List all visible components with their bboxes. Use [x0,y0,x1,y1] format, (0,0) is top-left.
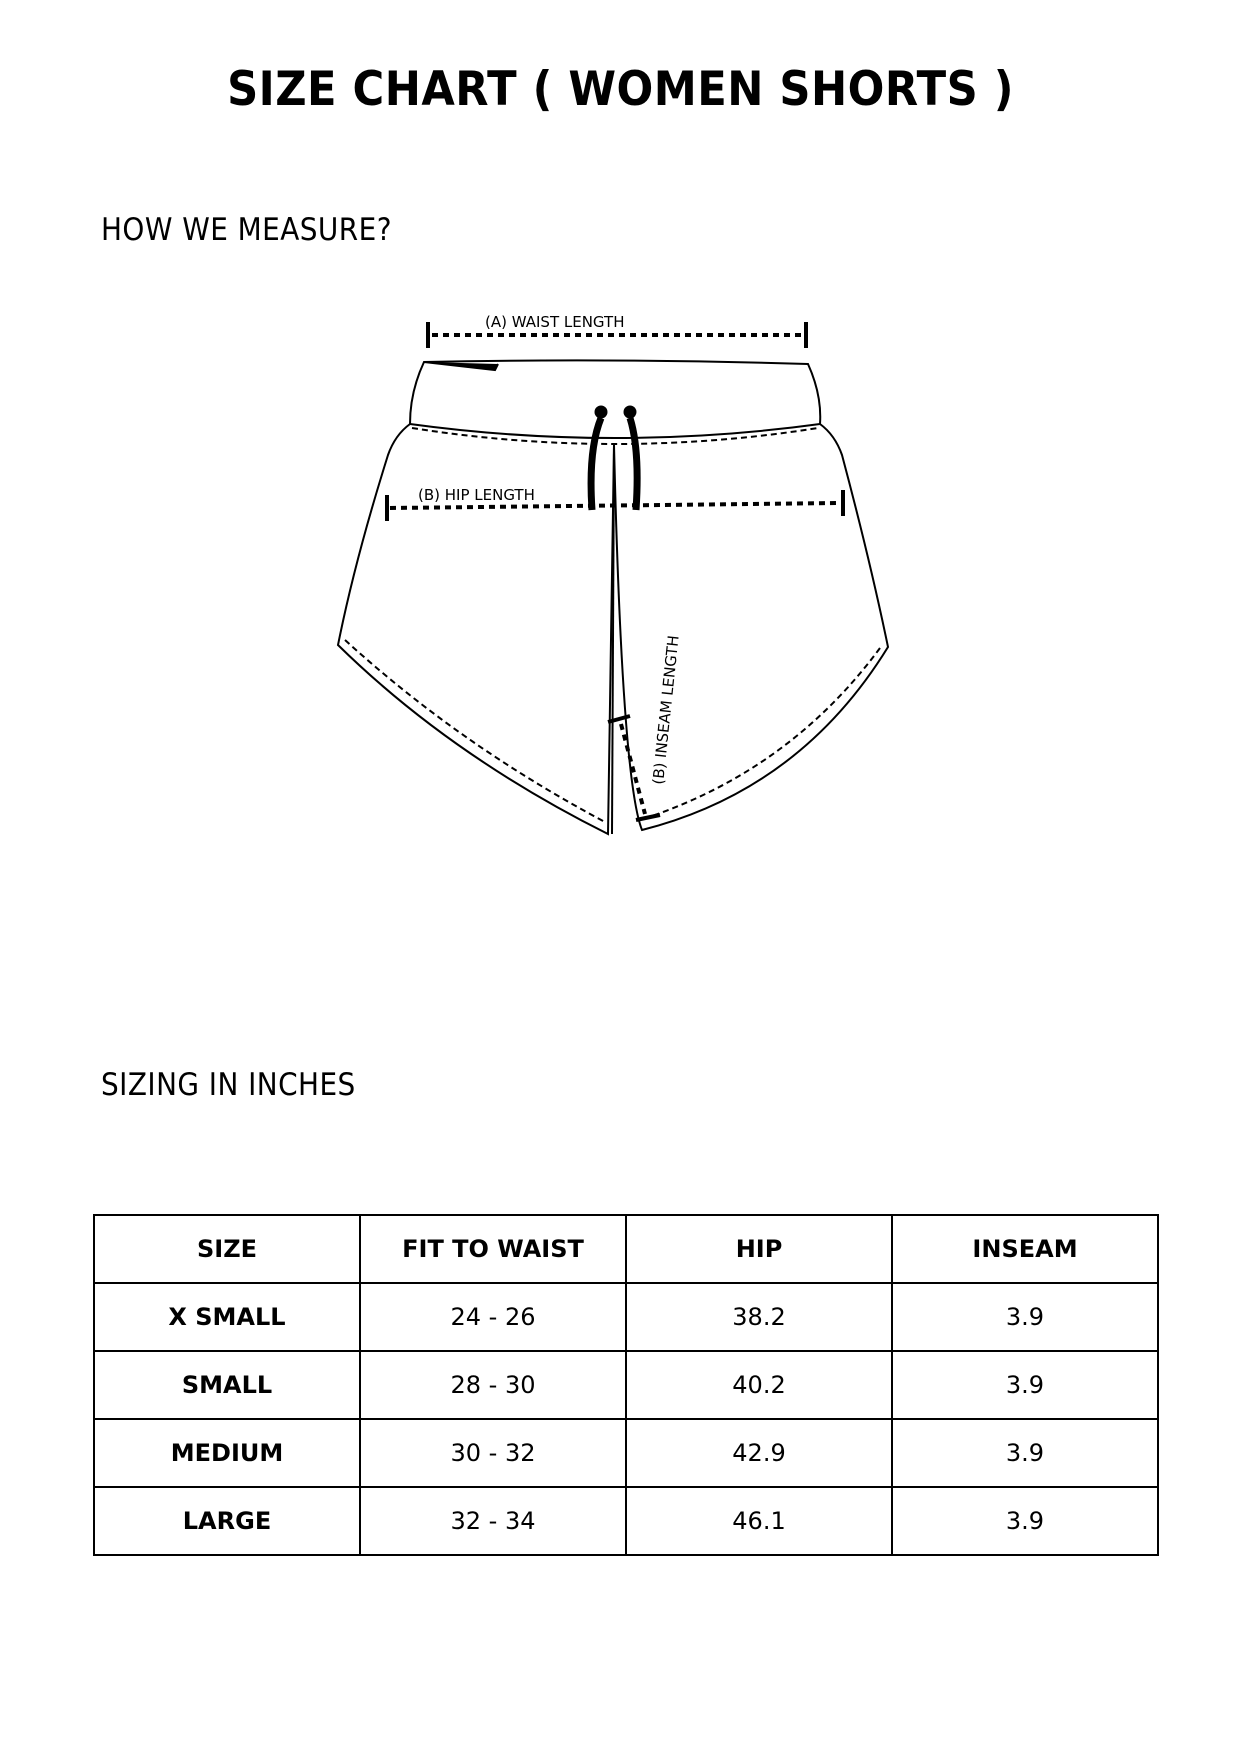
header-size: SIZE [94,1215,360,1283]
header-inseam: INSEAM [892,1215,1158,1283]
measure-heading: HOW WE MEASURE? [101,212,392,248]
table-row [94,1419,1158,1487]
inseam-cell: 3.9 [892,1487,1158,1555]
waist-cell: 24 - 26 [360,1283,626,1351]
waist-label: (A) WAIST LENGTH [485,313,625,331]
inseam-label: (B) INSEAM LENGTH [649,634,683,786]
table-row [94,1351,1158,1419]
size-cell: LARGE [94,1487,360,1555]
hip-cell: 40.2 [626,1351,892,1419]
shorts-outline [338,360,888,834]
hip-label: (B) HIP LENGTH [418,486,535,504]
waist-cell: 32 - 34 [360,1487,626,1555]
hip-cell: 46.1 [626,1487,892,1555]
hip-cell: 42.9 [626,1419,892,1487]
table-header-row [94,1215,1158,1283]
size-cell: MEDIUM [94,1419,360,1487]
table-row [94,1487,1158,1555]
table-row [94,1283,1158,1351]
inseam-cell: 3.9 [892,1351,1158,1419]
inseam-cell: 3.9 [892,1419,1158,1487]
header-fit-to-waist: FIT TO WAIST [360,1215,626,1283]
size-table [93,1214,1159,1556]
waist-cell: 30 - 32 [360,1419,626,1487]
inseam-cell: 3.9 [892,1283,1158,1351]
waist-cell: 28 - 30 [360,1351,626,1419]
header-hip: HIP [626,1215,892,1283]
size-cell: X SMALL [94,1283,360,1351]
sizing-heading: SIZING IN INCHES [101,1067,356,1103]
hip-cell: 38.2 [626,1283,892,1351]
page-title: SIZE CHART ( WOMEN SHORTS ) [227,62,1014,117]
size-cell: SMALL [94,1351,360,1419]
